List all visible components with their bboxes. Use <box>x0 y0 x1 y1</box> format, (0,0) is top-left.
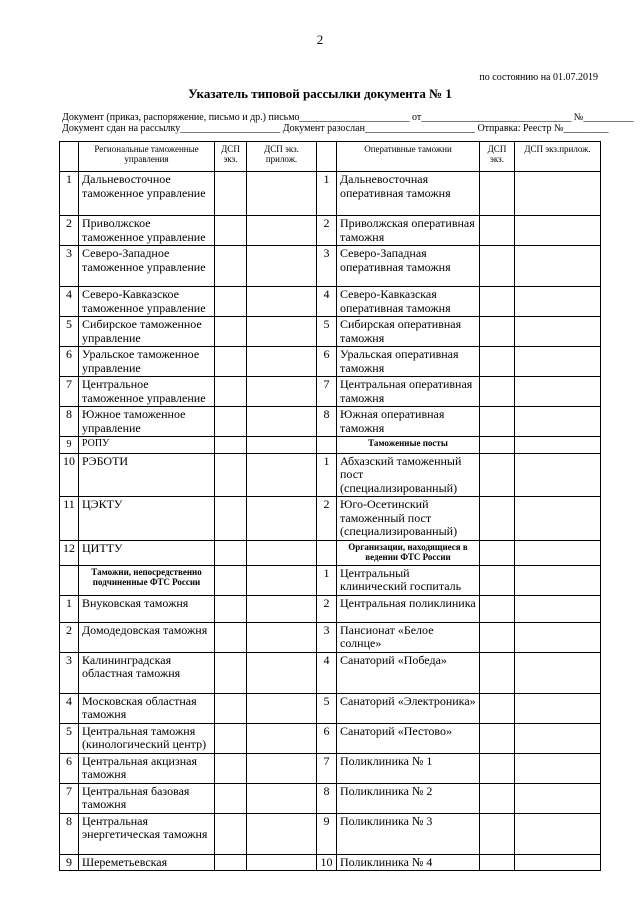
header-right-dsp-copies: ДСП экз. <box>480 142 515 172</box>
left-row-number: 4 <box>60 693 79 723</box>
right-dsp-attach-cell[interactable] <box>515 565 601 595</box>
right-dsp-copies-cell[interactable] <box>480 565 515 595</box>
right-row-number: 9 <box>317 813 337 854</box>
left-dsp-attach-cell[interactable] <box>247 753 317 783</box>
left-dsp-attach-cell[interactable] <box>247 497 317 541</box>
left-dsp-copies-cell[interactable] <box>215 652 247 693</box>
right-dsp-attach-cell[interactable] <box>515 287 601 317</box>
header-right-num <box>317 142 337 172</box>
right-org-name: Северо-Кавказская оперативная таможня <box>337 287 480 317</box>
right-row-number: 5 <box>317 317 337 347</box>
left-dsp-attach-cell[interactable] <box>247 407 317 437</box>
right-org-name: Поликлиника № 4 <box>337 854 480 871</box>
table-row <box>60 317 601 347</box>
right-row-number: 5 <box>317 693 337 723</box>
left-org-name: ЦИТТУ <box>79 540 215 565</box>
table-row <box>60 497 601 541</box>
header-right-dsp-attach: ДСП экз.прилож. <box>515 142 601 172</box>
meta-from-blank[interactable]: ______________________________ <box>421 112 572 123</box>
left-dsp-copies-cell[interactable] <box>215 377 247 407</box>
as-of-date: по состоянию на 01.07.2019 <box>479 72 598 83</box>
right-dsp-attach-cell[interactable] <box>515 813 601 854</box>
left-row-number: 6 <box>60 347 79 377</box>
meta-from-label: от <box>412 112 422 123</box>
table-row <box>60 783 601 813</box>
table-row <box>60 540 601 565</box>
table-row <box>60 287 601 317</box>
right-row-number: 2 <box>317 497 337 541</box>
left-dsp-attach-cell[interactable] <box>247 652 317 693</box>
left-dsp-attach-cell[interactable] <box>247 453 317 497</box>
left-row-number: 1 <box>60 595 79 622</box>
left-row-number: 2 <box>60 622 79 652</box>
left-dsp-attach-cell[interactable] <box>247 287 317 317</box>
left-dsp-attach-cell[interactable] <box>247 693 317 723</box>
left-org-name: Центральное таможенное управление <box>79 377 215 407</box>
page-number: 2 <box>316 32 324 47</box>
right-row-number: 4 <box>317 287 337 317</box>
left-org-name: Центральная таможня (кинологический центр) <box>79 723 215 753</box>
right-org-name: Дальневосточная оперативная таможня <box>337 172 480 216</box>
right-org-name: Уральская оперативная таможня <box>337 347 480 377</box>
left-row-number: 9 <box>60 437 79 454</box>
left-dsp-attach-cell[interactable] <box>247 813 317 854</box>
left-org-name: РЭБОТИ <box>79 453 215 497</box>
table-row <box>60 565 601 595</box>
table-row <box>60 407 601 437</box>
table-row <box>60 693 601 723</box>
left-org-name: Сибирское таможенное управление <box>79 317 215 347</box>
right-dsp-copies-cell[interactable] <box>480 347 515 377</box>
right-row-number: 8 <box>317 783 337 813</box>
table-row <box>60 753 601 783</box>
left-org-name: Домодедовская таможня <box>79 622 215 652</box>
right-org-name: Юго-Осетинский таможенный пост (специализированный) <box>337 497 480 541</box>
header-left-name: Региональные таможенные управления <box>79 142 215 172</box>
right-dsp-copies-cell[interactable] <box>480 377 515 407</box>
left-row-number: 3 <box>60 652 79 693</box>
left-row-number: 3 <box>60 246 79 287</box>
meta-submitted-label: Документ сдан на рассылку <box>62 123 181 134</box>
left-dsp-attach-cell[interactable] <box>247 783 317 813</box>
meta-sent-blank[interactable]: _________ <box>563 123 609 134</box>
meta-distributed-label: Документ разослан <box>282 123 365 134</box>
right-row-number: 6 <box>317 347 337 377</box>
left-dsp-copies-cell[interactable] <box>215 854 247 871</box>
right-row-number: 1 <box>317 565 337 595</box>
right-row-number: 3 <box>317 622 337 652</box>
right-org-name: Центральный клинический госпиталь <box>337 565 480 595</box>
right-org-name: Сибирская оперативная таможня <box>337 317 480 347</box>
table-row <box>60 216 601 246</box>
left-dsp-attach-cell[interactable] <box>247 172 317 216</box>
left-org-name: РОПУ <box>79 437 215 454</box>
left-dsp-copies-cell[interactable] <box>215 172 247 216</box>
right-org-name: Северо-Западная оперативная таможня <box>337 246 480 287</box>
left-row-number: 1 <box>60 172 79 216</box>
left-org-name: Северо-Западное таможенное управление <box>79 246 215 287</box>
meta-line-1 <box>62 112 633 123</box>
right-dsp-attach-cell[interactable] <box>515 437 601 454</box>
right-dsp-attach-cell[interactable] <box>515 622 601 652</box>
right-org-name: Санаторий «Пестово» <box>337 723 480 753</box>
header-left-dsp-attach: ДСП экз. прилож. <box>247 142 317 172</box>
table-row <box>60 172 601 216</box>
left-row-number: 8 <box>60 813 79 854</box>
left-row-number: 2 <box>60 216 79 246</box>
right-org-name: Поликлиника № 3 <box>337 813 480 854</box>
left-row-number: 5 <box>60 723 79 753</box>
left-dsp-copies-cell[interactable] <box>215 753 247 783</box>
left-dsp-copies-cell[interactable] <box>215 693 247 723</box>
right-row-number: 4 <box>317 652 337 693</box>
right-row-number: 2 <box>317 216 337 246</box>
right-dsp-copies-cell[interactable] <box>480 497 515 541</box>
right-row-number: 10 <box>317 854 337 871</box>
left-org-name: ЦЭКТУ <box>79 497 215 541</box>
right-dsp-attach-cell[interactable] <box>515 540 601 565</box>
table-row <box>60 246 601 287</box>
left-dsp-copies-cell[interactable] <box>215 347 247 377</box>
left-row-number <box>60 565 79 595</box>
right-dsp-copies-cell[interactable] <box>480 287 515 317</box>
right-dsp-attach-cell[interactable] <box>515 595 601 622</box>
left-dsp-copies-cell[interactable] <box>215 287 247 317</box>
table-row <box>60 652 601 693</box>
left-dsp-attach-cell[interactable] <box>247 347 317 377</box>
right-org-name: Приволжская оперативная таможня <box>337 216 480 246</box>
left-dsp-attach-cell[interactable] <box>247 723 317 753</box>
left-dsp-copies-cell[interactable] <box>215 595 247 622</box>
right-dsp-copies-cell[interactable] <box>480 693 515 723</box>
table-row <box>60 377 601 407</box>
right-dsp-attach-cell[interactable] <box>515 693 601 723</box>
right-org-name: Поликлиника № 1 <box>337 753 480 783</box>
meta-sent-label: Отправка: Реестр № <box>477 123 564 134</box>
right-dsp-copies-cell[interactable] <box>480 540 515 565</box>
right-dsp-copies-cell[interactable] <box>480 595 515 622</box>
left-dsp-attach-cell[interactable] <box>247 622 317 652</box>
table-row <box>60 437 601 454</box>
right-org-name: Поликлиника № 2 <box>337 783 480 813</box>
left-dsp-attach-cell[interactable] <box>247 854 317 871</box>
right-dsp-copies-cell[interactable] <box>480 652 515 693</box>
meta-doc-label: Документ (приказ, распоряжение, письмо и др.) письмо <box>62 112 300 123</box>
left-row-number: 8 <box>60 407 79 437</box>
left-row-number: 10 <box>60 453 79 497</box>
table-row <box>60 813 601 854</box>
table-row <box>60 595 601 622</box>
left-org-name: Южное таможенное управление <box>79 407 215 437</box>
left-org-name: Дальневосточное таможенное управление <box>79 172 215 216</box>
left-dsp-copies-cell[interactable] <box>215 813 247 854</box>
right-row-number: 8 <box>317 407 337 437</box>
left-dsp-attach-cell[interactable] <box>247 377 317 407</box>
right-dsp-copies-cell[interactable] <box>480 172 515 216</box>
distribution-table <box>59 141 601 871</box>
left-dsp-copies-cell[interactable] <box>215 622 247 652</box>
left-row-number: 5 <box>60 317 79 347</box>
right-dsp-copies-cell[interactable] <box>480 854 515 871</box>
right-dsp-copies-cell[interactable] <box>480 723 515 753</box>
right-dsp-attach-cell[interactable] <box>515 753 601 783</box>
left-dsp-attach-cell[interactable] <box>247 216 317 246</box>
left-org-name: Шереметьевская <box>79 854 215 871</box>
meta-submitted-blank[interactable]: ____________________ <box>180 123 281 134</box>
right-dsp-copies-cell[interactable] <box>480 216 515 246</box>
right-row-number: 2 <box>317 595 337 622</box>
right-dsp-attach-cell[interactable] <box>515 497 601 541</box>
right-org-name: Таможенные посты <box>337 437 480 454</box>
right-row-number: 7 <box>317 377 337 407</box>
left-dsp-attach-cell[interactable] <box>247 437 317 454</box>
right-org-name: Центральная оперативная таможня <box>337 377 480 407</box>
right-org-name: Санаторий «Победа» <box>337 652 480 693</box>
left-org-name: Калининградская областная таможня <box>79 652 215 693</box>
right-dsp-copies-cell[interactable] <box>480 407 515 437</box>
left-dsp-copies-cell[interactable] <box>215 407 247 437</box>
left-dsp-copies-cell[interactable] <box>215 246 247 287</box>
left-org-name: Северо-Кавказское таможенное управление <box>79 287 215 317</box>
left-row-number: 12 <box>60 540 79 565</box>
right-dsp-copies-cell[interactable] <box>480 453 515 497</box>
left-dsp-attach-cell[interactable] <box>247 246 317 287</box>
right-row-number <box>317 437 337 454</box>
right-dsp-copies-cell[interactable] <box>480 622 515 652</box>
left-org-name: Приволжское таможенное управление <box>79 216 215 246</box>
right-dsp-copies-cell[interactable] <box>480 317 515 347</box>
table-row <box>60 622 601 652</box>
meta-no-label: № <box>573 112 584 123</box>
right-dsp-attach-cell[interactable] <box>515 652 601 693</box>
left-dsp-copies-cell[interactable] <box>215 453 247 497</box>
left-dsp-copies-cell[interactable] <box>215 437 247 454</box>
right-dsp-attach-cell[interactable] <box>515 854 601 871</box>
right-dsp-copies-cell[interactable] <box>480 437 515 454</box>
table-row <box>60 854 601 871</box>
right-dsp-attach-cell[interactable] <box>515 347 601 377</box>
left-row-number: 6 <box>60 753 79 783</box>
right-dsp-attach-cell[interactable] <box>515 377 601 407</box>
right-org-name: Абхазский таможенный пост (специализированный) <box>337 453 480 497</box>
right-dsp-attach-cell[interactable] <box>515 317 601 347</box>
meta-no-blank[interactable]: __________ <box>583 112 634 123</box>
header-right-name: Оперативные таможни <box>337 142 480 172</box>
right-org-name: Пансионат «Белое солнце» <box>337 622 480 652</box>
left-dsp-copies-cell[interactable] <box>215 317 247 347</box>
left-dsp-attach-cell[interactable] <box>247 565 317 595</box>
right-org-name: Центральная поликлиника <box>337 595 480 622</box>
left-dsp-copies-cell[interactable] <box>215 216 247 246</box>
right-dsp-attach-cell[interactable] <box>515 216 601 246</box>
left-org-name: Центральная акцизная таможня <box>79 753 215 783</box>
left-org-name: Уральское таможенное управление <box>79 347 215 377</box>
left-dsp-attach-cell[interactable] <box>247 540 317 565</box>
right-dsp-attach-cell[interactable] <box>515 723 601 753</box>
right-dsp-attach-cell[interactable] <box>515 246 601 287</box>
left-row-number: 9 <box>60 854 79 871</box>
right-row-number: 6 <box>317 723 337 753</box>
right-dsp-copies-cell[interactable] <box>480 783 515 813</box>
right-org-name: Организации, находящиеся в ведении ФТС России <box>337 540 480 565</box>
left-row-number: 7 <box>60 377 79 407</box>
right-dsp-copies-cell[interactable] <box>480 813 515 854</box>
header-left-num <box>60 142 79 172</box>
left-org-name: Центральная энергетическая таможня <box>79 813 215 854</box>
meta-line-2 <box>62 123 609 134</box>
table-row <box>60 723 601 753</box>
right-dsp-attach-cell[interactable] <box>515 407 601 437</box>
right-org-name: Южная оперативная таможня <box>337 407 480 437</box>
meta-doc-blank[interactable]: ______________________ <box>299 112 410 123</box>
right-row-number <box>317 540 337 565</box>
meta-distributed-blank[interactable]: ______________________ <box>364 123 475 134</box>
right-dsp-copies-cell[interactable] <box>480 246 515 287</box>
left-dsp-copies-cell[interactable] <box>215 497 247 541</box>
right-dsp-attach-cell[interactable] <box>515 453 601 497</box>
right-row-number: 1 <box>317 172 337 216</box>
left-row-number: 11 <box>60 497 79 541</box>
left-row-number: 7 <box>60 783 79 813</box>
header-left-dsp-copies: ДСП экз. <box>215 142 247 172</box>
left-org-name: Внуковская таможня <box>79 595 215 622</box>
left-org-name: Таможни, непосредственно подчиненные ФТС России <box>79 565 215 595</box>
left-dsp-copies-cell[interactable] <box>215 540 247 565</box>
table-row <box>60 453 601 497</box>
left-org-name: Центральная базовая таможня <box>79 783 215 813</box>
right-dsp-copies-cell[interactable] <box>480 753 515 783</box>
document-title: Указатель типовой рассылки документа № 1 <box>188 86 452 101</box>
table-row <box>60 347 601 377</box>
right-dsp-attach-cell[interactable] <box>515 172 601 216</box>
left-dsp-attach-cell[interactable] <box>247 317 317 347</box>
right-dsp-attach-cell[interactable] <box>515 783 601 813</box>
left-dsp-copies-cell[interactable] <box>215 723 247 753</box>
right-row-number: 7 <box>317 753 337 783</box>
left-org-name: Московская областная таможня <box>79 693 215 723</box>
left-row-number: 4 <box>60 287 79 317</box>
right-row-number: 1 <box>317 453 337 497</box>
right-row-number: 3 <box>317 246 337 287</box>
left-dsp-copies-cell[interactable] <box>215 565 247 595</box>
left-dsp-copies-cell[interactable] <box>215 783 247 813</box>
right-org-name: Санаторий «Электроника» <box>337 693 480 723</box>
table-header-row <box>60 142 601 172</box>
left-dsp-attach-cell[interactable] <box>247 595 317 622</box>
